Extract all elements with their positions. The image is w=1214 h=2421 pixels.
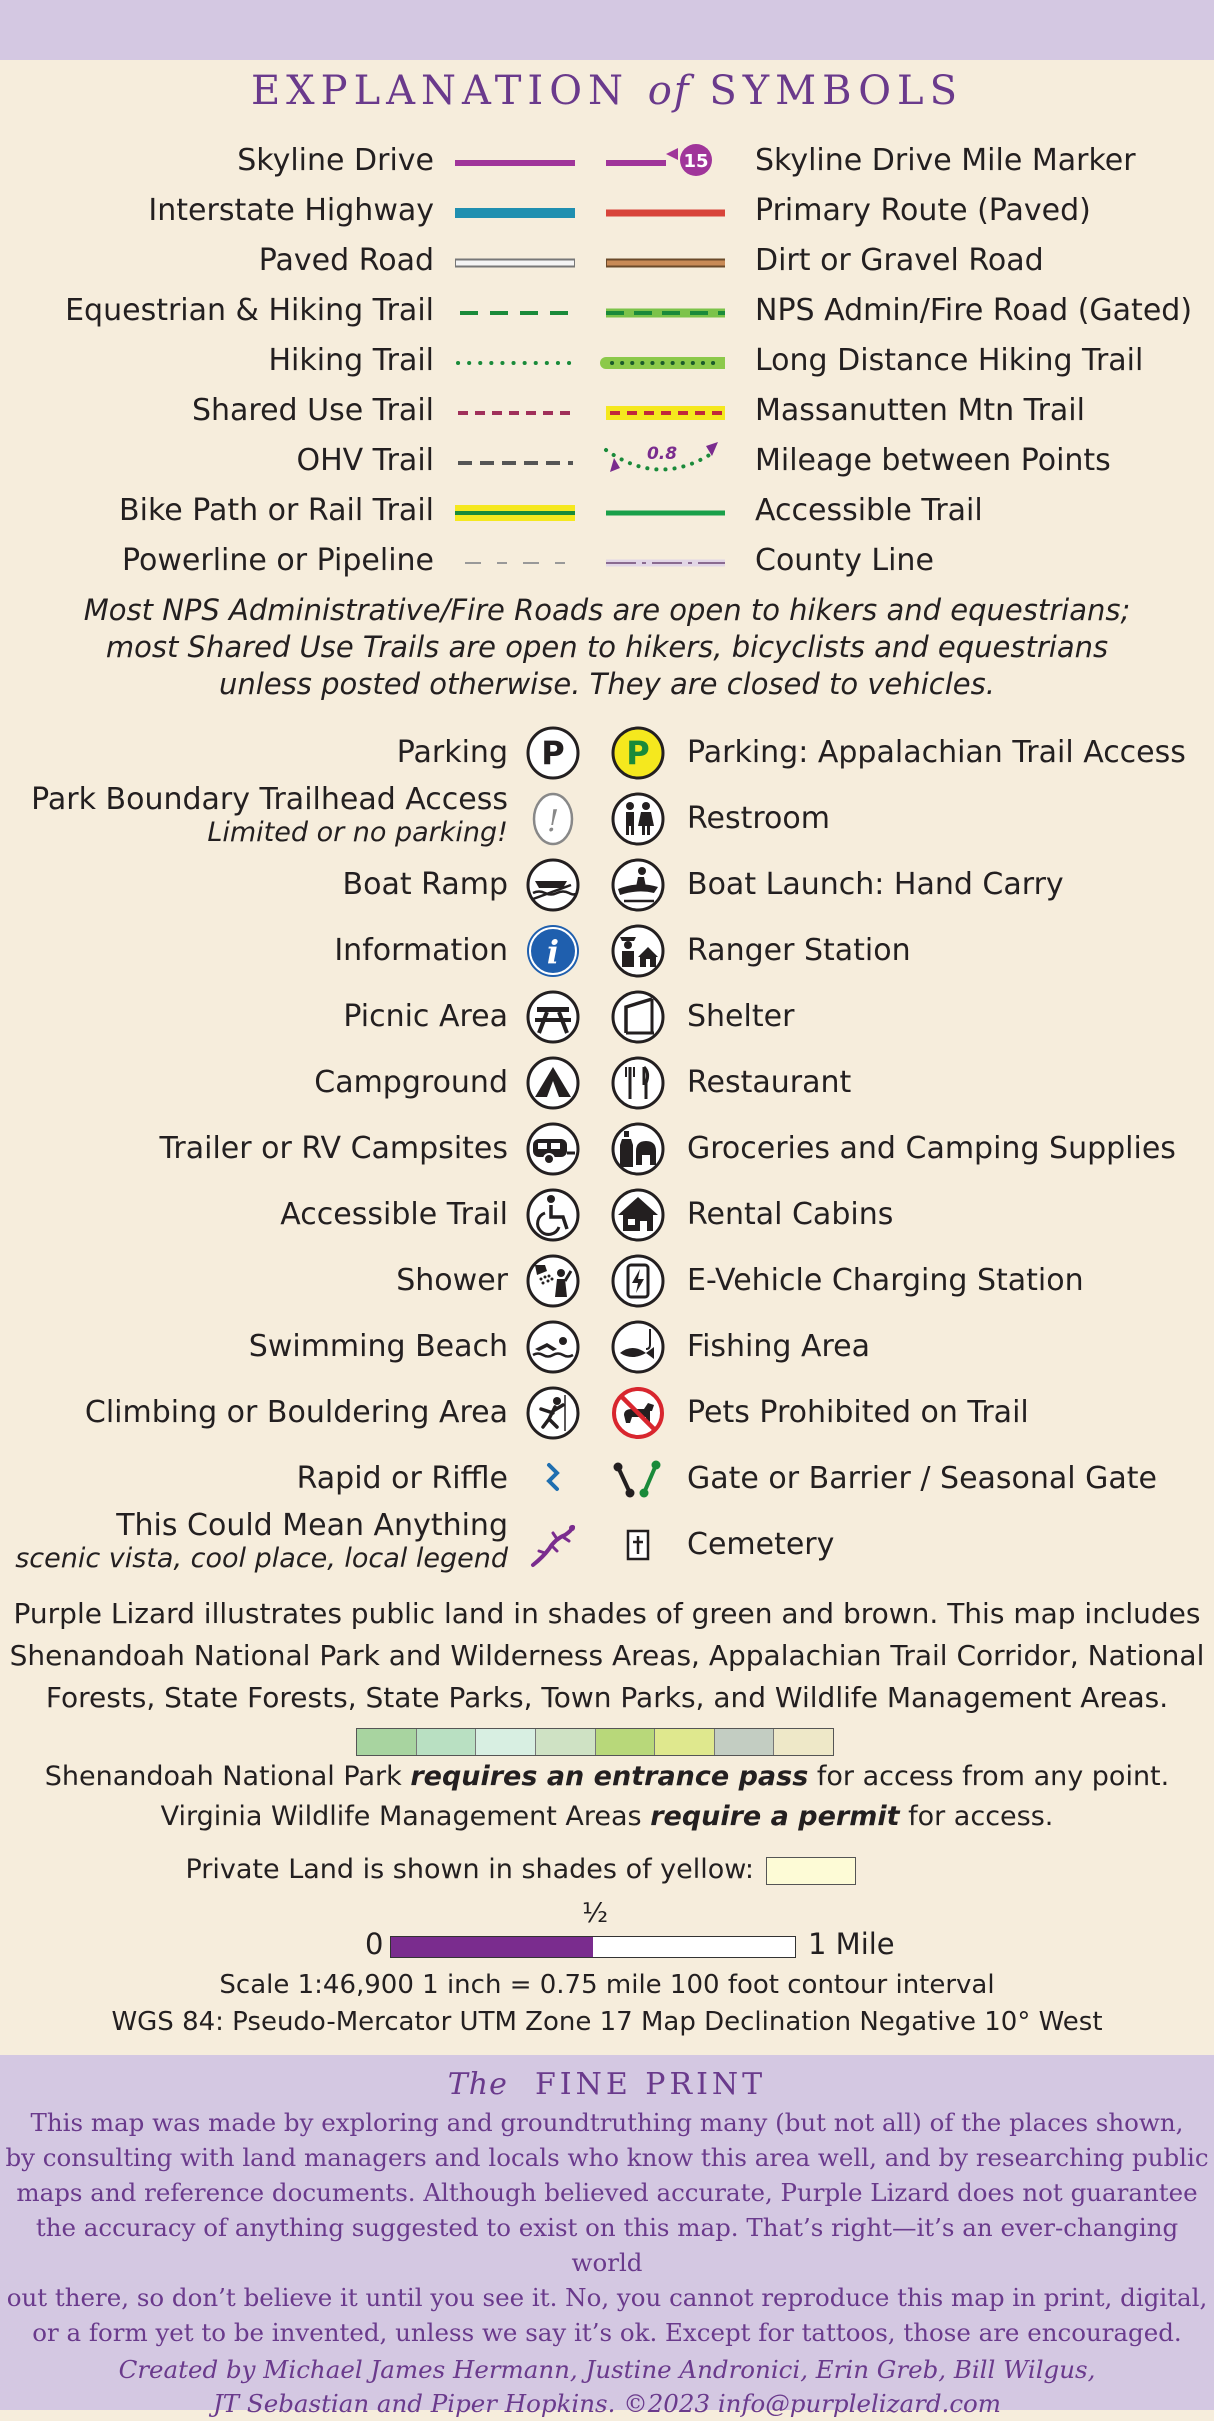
line-label: Interstate Highway <box>148 193 434 228</box>
line-label: OHV Trail <box>296 443 434 478</box>
svg-text:P: P <box>541 734 565 772</box>
fine-print-heading: The FINE PRINT <box>447 2067 767 2102</box>
icon-row <box>0 720 1214 786</box>
line-label: Primary Route (Paved) <box>755 193 1091 228</box>
icon-label: This Could Mean Anything scenic vista, cool place, local legend <box>15 1508 508 1574</box>
text-line: Purple Lizard illustrates public land in shades of green and brown. This map includes <box>13 1597 1201 1630</box>
line-row-shared-use <box>0 386 1214 436</box>
lizard-icon <box>525 1517 581 1573</box>
text-line: maps and reference documents. Although believed accurate, Purple Lizard does not guarantee <box>16 2178 1198 2207</box>
entrance-pass-note: Shenandoah National Park requires an entrance pass for access from any point. <box>44 1761 1170 1792</box>
line-row-equestrian <box>0 286 1214 336</box>
ohv-trail-symbol <box>455 436 580 486</box>
line-label: Powerline or Pipeline <box>121 543 434 578</box>
icon-label: Restaurant <box>687 1065 852 1100</box>
text-line: JT Sebastian and Piper Hopkins. ©2023 info@purplelizard.com <box>212 2389 1002 2418</box>
scale-bar <box>390 1936 796 1958</box>
line-label: Accessible Trail <box>755 493 983 528</box>
icon-label: E-Vehicle Charging Station <box>687 1263 1084 1298</box>
land-color-swatch <box>536 1729 596 1755</box>
at-parking-icon <box>610 725 666 781</box>
cabin-icon <box>610 1187 666 1243</box>
scale-zero: 0 <box>365 1927 384 1961</box>
svg-text:!: ! <box>546 804 560 839</box>
icon-row <box>0 1314 1214 1380</box>
icon-label: Rapid or Riffle <box>296 1461 508 1496</box>
land-color-swatch <box>596 1729 656 1755</box>
tent-icon <box>525 1055 581 1111</box>
icon-row <box>0 1446 1214 1512</box>
mileage-value: 0.8 <box>646 444 678 464</box>
note-line: most Shared Use Trails are open to hikers, bicyclists and equestrians <box>105 630 1109 664</box>
line-row-hiking <box>0 336 1214 386</box>
fine-print-section <box>0 2055 1214 2418</box>
legend-title: EXPLANATION of SYMBOLS <box>250 68 963 114</box>
long-distance-trail-symbol <box>600 336 725 386</box>
svg-text:i: i <box>546 933 560 971</box>
icon-label: Cemetery <box>687 1527 835 1562</box>
line-label: Dirt or Gravel Road <box>755 243 1044 278</box>
land-color-swatch <box>655 1729 715 1755</box>
trailer-icon <box>525 1121 581 1177</box>
boat-ramp-icon <box>525 857 581 913</box>
icon-row <box>0 984 1214 1050</box>
icon-row <box>0 918 1214 984</box>
line-row-powerline <box>0 536 1214 586</box>
icon-label: Ranger Station <box>687 933 911 968</box>
climber-icon <box>525 1385 581 1441</box>
mile-marker-number: 15 <box>683 151 709 172</box>
line-row-skyline <box>0 136 1214 186</box>
icon-label: Rental Cabins <box>687 1197 894 1232</box>
icon-label: Parking <box>396 735 508 770</box>
fire-road-symbol <box>600 286 725 336</box>
icon-row <box>0 1050 1214 1116</box>
line-label: Bike Path or Rail Trail <box>119 493 434 528</box>
line-label: Paved Road <box>258 243 434 278</box>
skyline-drive-symbol <box>455 136 580 186</box>
land-color-swatch <box>774 1729 833 1755</box>
top-band <box>0 0 1214 60</box>
icon-label: Groceries and Camping Supplies <box>687 1131 1176 1166</box>
wheelchair-icon <box>525 1187 581 1243</box>
public-land-text <box>0 1593 1214 1719</box>
swimmer-icon <box>525 1319 581 1375</box>
line-row-bike <box>0 486 1214 536</box>
hiking-trail-symbol <box>455 336 580 386</box>
line-label: County Line <box>755 543 934 578</box>
text-line: or a form yet to be invented, unless we say it’s ok. Except for tattoos, those are encouraged. <box>32 2318 1182 2347</box>
shower-icon <box>525 1253 581 1309</box>
text-line: Created by Michael James Hermann, Justine Andronici, Erin Greb, Bill Wilgus, <box>118 2355 1096 2384</box>
picnic-table-icon <box>525 989 581 1045</box>
shelter-icon <box>610 989 666 1045</box>
line-label: Skyline Drive <box>237 143 434 178</box>
scale-end: 1 Mile <box>808 1927 895 1961</box>
line-row-interstate <box>0 186 1214 236</box>
land-color-swatch <box>357 1729 417 1755</box>
primary-route-symbol <box>600 186 725 236</box>
icon-label: Boat Launch: Hand Carry <box>687 867 1064 902</box>
line-row-ohv <box>0 436 1214 486</box>
bike-path-symbol <box>455 486 580 536</box>
note-line: Most NPS Administrative/Fire Roads are open to hikers and equestrians; <box>83 593 1131 627</box>
text-line: This map was made by exploring and groundtruthing many (but not all) of the places shown, <box>30 2108 1184 2137</box>
information-icon <box>525 923 581 979</box>
equestrian-trail-symbol <box>455 286 580 336</box>
icon-label: Shower <box>396 1263 508 1298</box>
icon-row <box>0 1116 1214 1182</box>
note-line: unless posted otherwise. They are closed to vehicles. <box>219 667 995 701</box>
icon-label: Accessible Trail <box>280 1197 508 1232</box>
icon-label: Park Boundary Trailhead Access Limited or no parking! <box>31 782 508 848</box>
icon-label: Trailer or RV Campsites <box>159 1131 508 1166</box>
parking-icon <box>525 725 581 781</box>
svg-text:P: P <box>626 734 650 772</box>
cemetery-icon <box>610 1517 666 1573</box>
mile-marker-symbol <box>600 136 725 186</box>
gate-icon <box>610 1451 666 1507</box>
line-label: Hiking Trail <box>268 343 434 378</box>
line-label: Skyline Drive Mile Marker <box>755 143 1136 178</box>
text-line: by consulting with land managers and locals who know this area well, and by researching public <box>5 2143 1209 2172</box>
paved-road-symbol <box>455 236 580 286</box>
line-label: Equestrian & Hiking Trail <box>65 293 434 328</box>
ranger-station-icon <box>610 923 666 979</box>
public-land-swatches <box>356 1728 834 1756</box>
fish-icon <box>610 1319 666 1375</box>
accessible-trail-line-symbol <box>600 486 725 536</box>
icon-label: Gate or Barrier / Seasonal Gate <box>687 1461 1158 1496</box>
fine-print-body <box>0 2105 1214 2350</box>
line-label: Long Distance Hiking Trail <box>755 343 1144 378</box>
interstate-symbol <box>455 186 580 236</box>
rapid-icon <box>525 1451 581 1507</box>
line-label: Mileage between Points <box>755 443 1111 478</box>
permit-note: Virginia Wildlife Management Areas require a permit for access. <box>160 1801 1054 1832</box>
icon-row <box>0 782 1214 852</box>
text-line: Shenandoah National Park and Wilderness Areas, Appalachian Trail Corridor, National <box>9 1639 1205 1672</box>
icon-label: Picnic Area <box>343 999 508 1034</box>
projection-info: WGS 84: Pseudo-Mercator UTM Zone 17 Map Declination Negative 10° West <box>111 2007 1103 2037</box>
mileage-between-points-symbol <box>600 436 725 486</box>
icon-row <box>0 1182 1214 1248</box>
icon-label: Restroom <box>687 801 830 836</box>
dirt-road-symbol <box>600 236 725 286</box>
restroom-icon <box>610 791 666 847</box>
ev-charging-icon <box>610 1253 666 1309</box>
massanutten-trail-symbol <box>600 386 725 436</box>
line-label: Shared Use Trail <box>191 393 434 428</box>
icon-row <box>0 1508 1214 1578</box>
private-land-label: Private Land is shown in shades of yellow: <box>185 1854 754 1885</box>
icon-label: Parking: Appalachian Trail Access <box>687 735 1186 770</box>
no-pets-icon <box>610 1385 666 1441</box>
icon-label: Swimming Beach <box>248 1329 508 1364</box>
icon-label: Shelter <box>687 999 795 1034</box>
land-color-swatch <box>417 1729 477 1755</box>
restaurant-icon <box>610 1055 666 1111</box>
line-row-paved <box>0 236 1214 286</box>
text-line: Forests, State Forests, State Parks, Town Parks, and Wildlife Management Areas. <box>45 1681 1169 1714</box>
text-line: out there, so don’t believe it until you see it. No, you cannot reproduce this map in print, digital, <box>6 2283 1208 2312</box>
icon-label: Pets Prohibited on Trail <box>687 1395 1029 1430</box>
icon-label: Campground <box>314 1065 508 1100</box>
icon-row <box>0 1380 1214 1446</box>
text-line: the accuracy of anything suggested to exist on this map. That’s right—it’s an ever-changing world <box>35 2213 1179 2277</box>
scale-half: ½ <box>582 1898 609 1929</box>
powerline-symbol <box>455 536 580 586</box>
icon-row <box>0 1248 1214 1314</box>
line-label: NPS Admin/Fire Road (Gated) <box>755 293 1193 328</box>
icon-label: Information <box>334 933 508 968</box>
shared-use-trail-symbol <box>455 386 580 436</box>
hand-carry-launch-icon <box>610 857 666 913</box>
private-land-swatch <box>766 1857 856 1885</box>
credits <box>0 2353 1214 2421</box>
land-color-swatch <box>715 1729 775 1755</box>
scale-info: Scale 1:46,900 1 inch = 0.75 mile 100 foot contour interval <box>219 1970 995 2000</box>
icon-label: Boat Ramp <box>342 867 508 902</box>
land-color-swatch <box>476 1729 536 1755</box>
county-line-symbol <box>600 536 725 586</box>
icon-label: Climbing or Bouldering Area <box>84 1395 508 1430</box>
access-notes <box>0 1757 1214 1837</box>
groceries-icon <box>610 1121 666 1177</box>
exclamation-icon <box>525 791 581 847</box>
private-land-row <box>0 1851 1214 1889</box>
line-label: Massanutten Mtn Trail <box>755 393 1085 428</box>
scale-bar-fill <box>391 1937 593 1957</box>
roads-note <box>0 592 1214 703</box>
icon-label: Fishing Area <box>687 1329 871 1364</box>
icon-row <box>0 852 1214 918</box>
